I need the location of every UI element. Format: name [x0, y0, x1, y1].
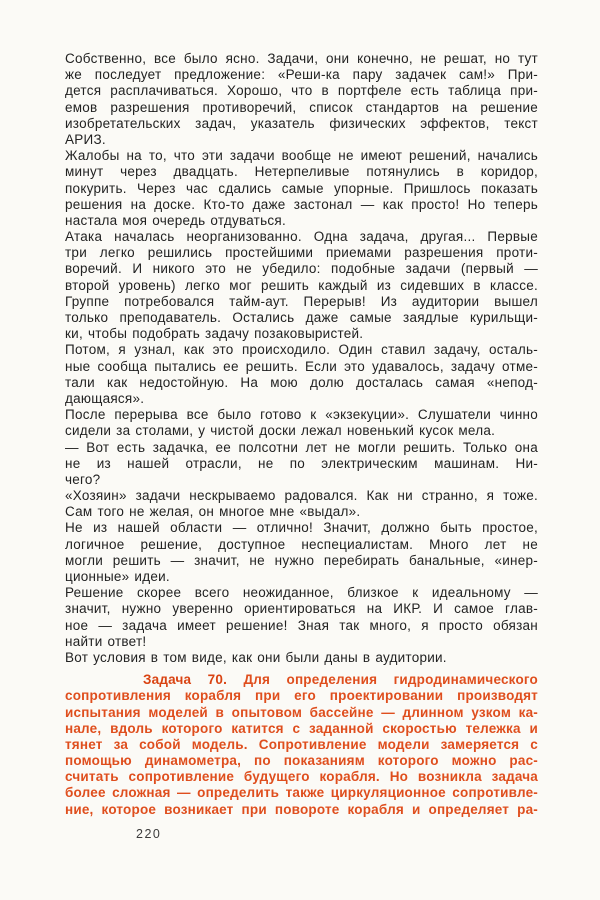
text-line: могли решить — значит, не нужно перебирать банальные, «инер- — [65, 552, 538, 568]
task-lines — [65, 688, 538, 818]
paragraph — [65, 585, 538, 650]
text-line: изобретательских задач, указатель физических эффектов, текст — [65, 115, 538, 131]
page-number: 220 — [136, 826, 162, 841]
text-line: Не из нашей области — отлично! Значит, должно быть простое, — [65, 520, 538, 536]
text-line: помощью динамометра, по показаниям которого можно рас- — [65, 753, 538, 769]
text-line: ные сообща пытались ее решить. Если это удавалось, задачу отме- — [65, 358, 538, 374]
paragraph — [65, 488, 538, 520]
task-first-text: Для определения гидродинамического — [243, 672, 538, 688]
text-line: ки, чтобы подобрать задачу позаковыристей. — [65, 326, 364, 342]
text-line: Потом, я узнал, как это происходило. Один ставил задачу, осталь- — [65, 342, 538, 358]
text-line: воречий. И никого это не убедило: подобные задачи (первый — — [65, 261, 538, 277]
text-line: После перерыва все было готово к «экзекуции». Слушатели чинно — [65, 407, 538, 423]
text-line: АРИЗ. — [65, 131, 106, 147]
paragraph — [65, 650, 538, 666]
text-line: чего? — [65, 471, 101, 487]
text-line: испытания моделей в опытовом бассейне — длинном узком ка- — [65, 704, 538, 720]
paragraph — [65, 148, 538, 229]
text-line: сопротивления корабля при его проектировании производят — [65, 688, 538, 704]
paragraph — [65, 407, 538, 439]
text-line: «Хозяин» задачи нескрываемо радовался. Как ни странно, я тоже. — [65, 488, 538, 504]
body-text — [65, 51, 538, 666]
text-line: более сложная — определить также циркуляционное сопротивле- — [65, 785, 538, 801]
text-line: тянет за собой модель. Сопротивление модели замеряется с — [65, 736, 538, 752]
text-line: ние, которое возникает при повороте корабля и определяет ра- — [65, 801, 538, 817]
text-line: три легко решились простейшими приемами разрешения проти- — [65, 245, 538, 261]
text-line: — Вот есть задачка, ее полсотни лет не могли решить. Только она — [65, 439, 538, 455]
text-column — [65, 51, 538, 841]
text-line: Собственно, все было ясно. Задачи, они конечно, не решат, но тут — [65, 51, 538, 66]
text-line: емов разрешения противоречий, список стандартов на решение — [65, 99, 538, 115]
text-line: Решение скорее всего неожиданное, близкое к идеальному — — [65, 585, 538, 601]
text-line: же последует предложение: «Реши-ка пару задачек сам!» При- — [65, 67, 538, 83]
text-line: ционные» идеи. — [65, 569, 170, 584]
text-line: только преподаватель. Остались даже самые заядлые курильщи- — [65, 310, 538, 325]
text-line: покурить. Через час сдались самые упорные. Пришлось показать — [65, 180, 538, 196]
text-line: ное — задача имеет решение! Зная так много, я просто обязан — [65, 617, 538, 633]
task-first-line — [65, 672, 538, 688]
paragraph — [65, 520, 538, 585]
text-line: нале, вдоль которого катится с заданной скоростью тележка и — [65, 720, 538, 736]
text-line: значит, нужно уверенно ориентироваться на ИКР. И самое глав- — [65, 601, 538, 617]
text-line: тали как недостойную. На мою долю досталась самая «непод- — [65, 374, 538, 390]
paragraph — [65, 440, 538, 489]
task-label: Задача 70. — [143, 672, 228, 688]
text-line: считать сопротивление будущего корабля. Но возникла задача — [65, 769, 538, 785]
text-line: Сам того не желая, он многое мне «выдал». — [65, 504, 361, 520]
text-line: дающаяся». — [65, 390, 145, 406]
text-line: Группе потребовался тайм-аут. Перерыв! Из аудитории вышел — [65, 293, 538, 309]
text-line: минут через двадцать. Нетерпеливые потянулись в коридор, — [65, 164, 538, 180]
text-line: Жалобы на то, что эти задачи вообще не имеют решений, начались — [65, 148, 538, 164]
paragraph — [65, 229, 538, 342]
text-line: дется расплачиваться. Хорошо, что в портфеле есть таблица при- — [65, 83, 538, 99]
text-line: настала моя очередь отдуваться. — [65, 212, 286, 228]
paragraph — [65, 51, 538, 148]
text-line: Вот условия в том виде, как они были даны в аудитории. — [65, 649, 447, 665]
text-line: сидели за столами, у чистой доски лежал новенький кусок мела. — [65, 423, 496, 439]
task-paragraph — [65, 672, 538, 818]
paragraph — [65, 342, 538, 407]
text-line: Атака началась неорганизованно. Одна задача, другая... Первые — [65, 229, 538, 245]
text-line: второй уровень) легко мог решить каждый из сидевших в классе. — [65, 277, 538, 293]
text-line: найти ответ! — [65, 633, 147, 649]
text-line: логичное решение, доступное неспециалистам. Много лет не — [65, 536, 538, 552]
text-line: решения на доске. Кто-то даже застонал — как просто! Но теперь — [65, 196, 538, 212]
text-line: не из нашей отрасли, не по электрическим машинам. Ни- — [65, 455, 538, 471]
